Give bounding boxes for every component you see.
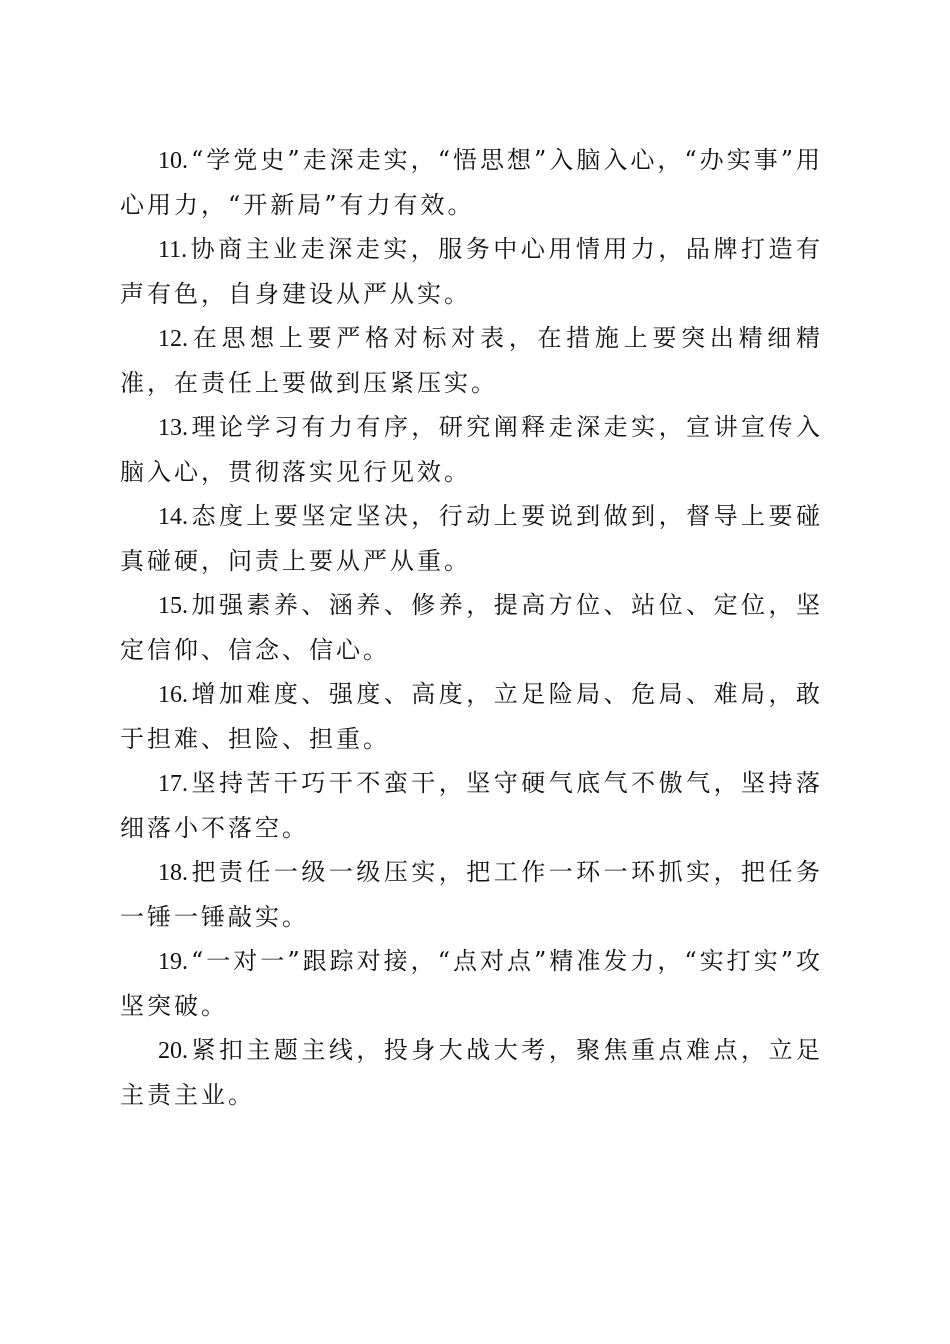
item-number: 14. [158, 504, 188, 530]
item-text: 加强素养、涵养、修养，提高方位、站位、定位，坚定信仰、信念、信心。 [120, 591, 823, 664]
list-item [120, 583, 823, 672]
item-number: 20. [158, 1038, 188, 1064]
document-body [120, 138, 823, 1117]
item-text: 把责任一级一级压实，把工作一环一环抓实，把任务一锤一锤敲实。 [120, 858, 823, 931]
list-item [120, 939, 823, 1028]
item-number: 16. [158, 682, 188, 708]
list-item [120, 761, 823, 850]
item-number: 13. [158, 415, 188, 441]
item-number: 19. [158, 949, 188, 975]
item-number: 11. [158, 237, 188, 263]
item-text: 紧扣主题主线，投身大战大考，聚焦重点难点，立足主责主业。 [120, 1036, 823, 1109]
list-item [120, 1028, 823, 1117]
list-item [120, 316, 823, 405]
item-number: 17. [158, 771, 188, 797]
list-item [120, 227, 823, 316]
item-text: 增加难度、强度、高度，立足险局、危局、难局，敢于担难、担险、担重。 [120, 680, 823, 753]
list-item [120, 405, 823, 494]
item-number: 18. [158, 860, 188, 886]
list-item [120, 494, 823, 583]
item-text: 协商主业走深走实，服务中心用情用力，品牌打造有声有色，自身建设从严从实。 [120, 235, 823, 308]
list-item [120, 672, 823, 761]
item-text: 在思想上要严格对标对表，在措施上要突出精细精准，在责任上要做到压紧压实。 [120, 324, 823, 397]
item-number: 12. [158, 326, 188, 352]
item-text: 理论学习有力有序，研究阐释走深走实，宣讲宣传入脑入心，贯彻落实见行见效。 [120, 413, 823, 486]
list-item [120, 850, 823, 939]
item-text: “学党史”走深走实，“悟思想”入脑入心，“办实事”用心用力，“开新局”有力有效。 [120, 146, 823, 219]
item-number: 10. [158, 148, 188, 174]
item-text: 态度上要坚定坚决，行动上要说到做到，督导上要碰真碰硬，问责上要从严从重。 [120, 502, 823, 575]
item-text: “一对一”跟踪对接，“点对点”精准发力，“实打实”攻坚突破。 [120, 947, 823, 1020]
list-item [120, 138, 823, 227]
item-number: 15. [158, 593, 188, 619]
item-text: 坚持苦干巧干不蛮干，坚守硬气底气不傲气，坚持落细落小不落空。 [120, 769, 823, 842]
